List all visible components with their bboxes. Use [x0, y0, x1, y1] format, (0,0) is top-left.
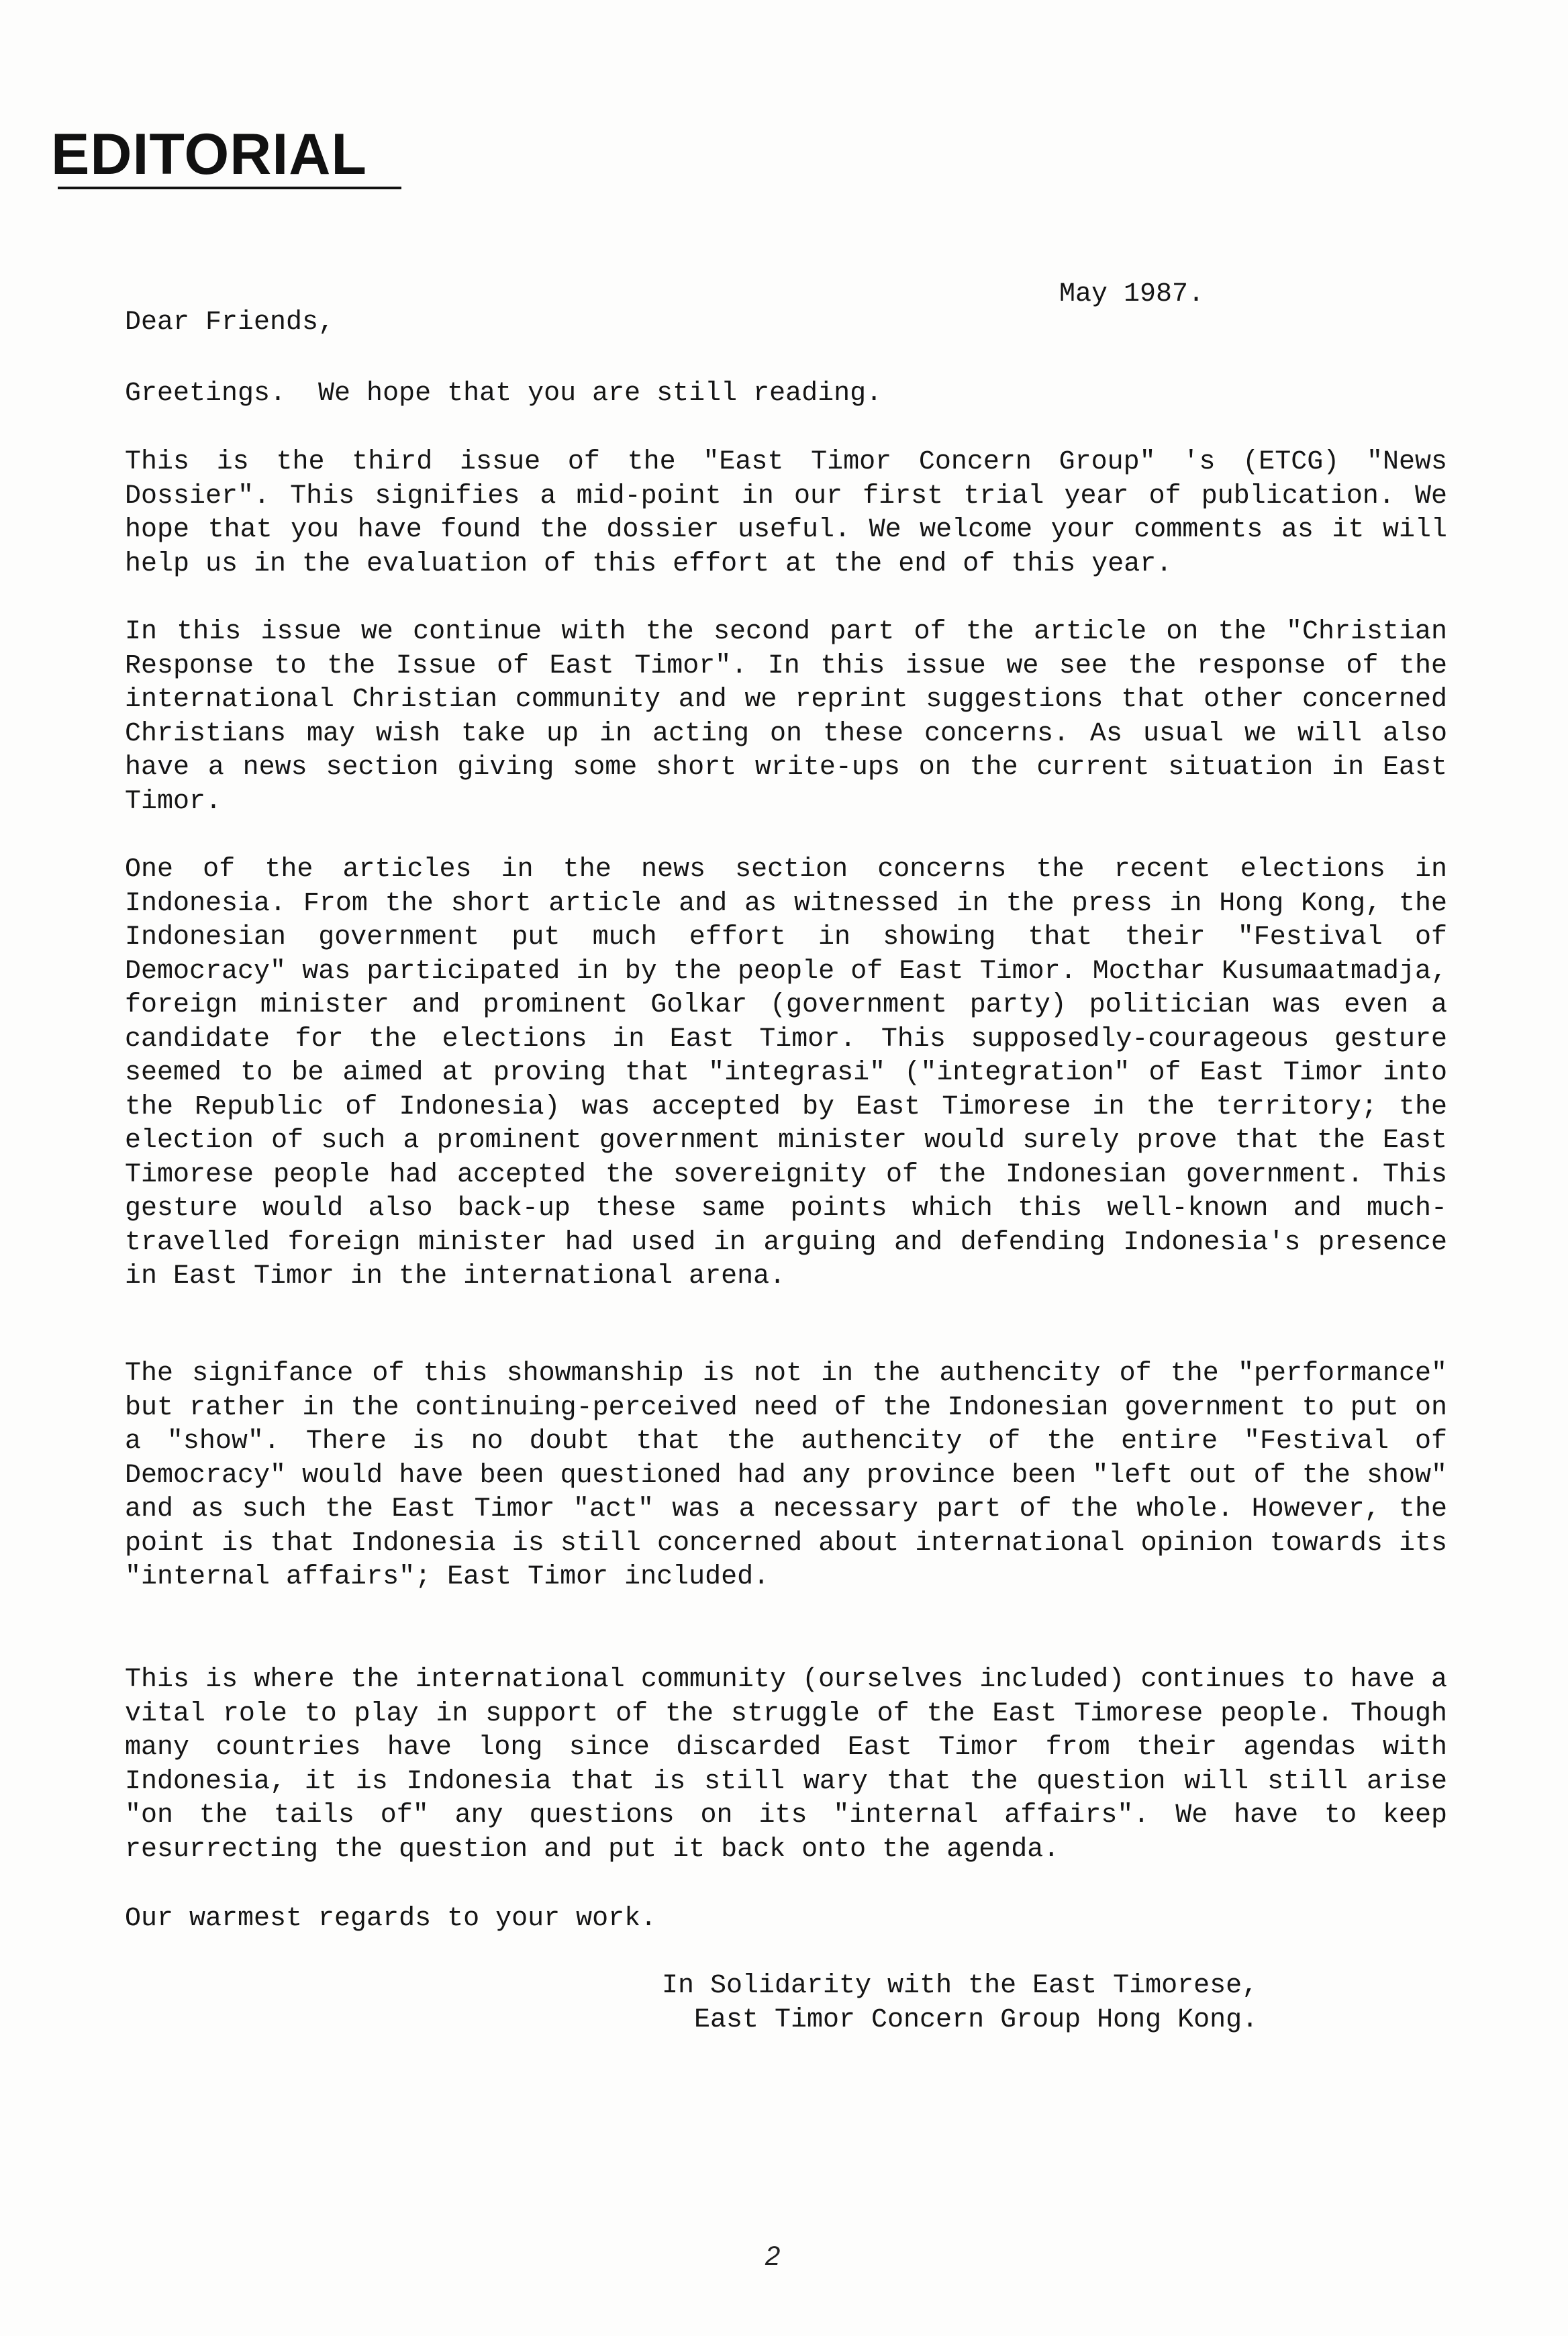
signature-block [662, 1969, 1258, 2037]
paragraph-regards: Our warmest regards to your work. [125, 1904, 657, 1934]
letter-date: May 1987. [1059, 279, 1205, 309]
salutation: Dear Friends, [125, 307, 335, 338]
closing-line: In Solidarity with the East Timorese, [662, 1971, 1259, 2001]
title-underline [58, 187, 401, 189]
paragraph-elections: One of the articles in the news section concerns the recent elections in Indonesia. From the short article and as witnessed in the press in Hong Kong, the Indonesian government put much effort in showing that their "Festival of Democracy" was participated in by the people of East Timor. Mocthar Kusumaatmadja, foreign minister and prominent Golkar (government party) politician was even a candidate for the elections in East Timor. This supposedly-courageous gesture seemed to be aimed at proving that "integrasi" ("integration" of East Timor into the Republic of Indonesia) was accepted by East Timorese in the territory; the election of such a prominent government minister would surely prove that the East Timorese people had accepted the sovereignity of the Indonesian government. This gesture would also back-up these same points which this well-known and much-travelled foreign minister had used in arguing and defending Indonesia's presence in East Timor in the international arena. [125, 855, 1447, 1292]
page-number: 2 [765, 2241, 781, 2271]
paragraph-issue-contents: In this issue we continue with the second part of the article on the "Christian Response to the Issue of East Timor". In this issue we see the response of the international Christian community and we reprint suggestions that other concerned Christians may wish take up in acting on these concerns. As usual we will also have a news section giving some short write-ups on the current situation in East Timor. [125, 617, 1447, 817]
paragraph-showmanship: The signifance of this showmanship is not in the authencity of the "performance" but rather in the continuing-perceived need of the Indonesian government to put on a "show". There is no doubt that the authencity of the entire "Festival of Democracy" would have been questioned had any province been "left out of the show" and as such the East Timor "act" was a necessary part of the whole. However, the point is that Indonesia is still concerned about international opinion towards its "internal affairs"; East Timor included. [125, 1359, 1447, 1592]
signatory: East Timor Concern Group Hong Kong. [694, 2004, 1259, 2035]
paragraph-international-role: This is where the international community (ourselves included) continues to have a vital role to play in support of the struggle of the East Timorese people. Though many countries have long since discarded East Timor from their agendas with Indonesia, it is Indonesia that is still wary that the question will still arise "on the tails of" any questions on its "internal affairs". We have to keep resurrecting the question and put it back onto the agenda. [125, 1665, 1447, 1865]
page-title: EDITORIAL [51, 122, 367, 187]
paragraph-greetings: Greetings. We hope that you are still reading. [125, 379, 883, 409]
paragraph-issue-intro: This is the third issue of the "East Timor Concern Group" 's (ETCG) "News Dossier". This signifies a mid-point in our first trial year of publication. We hope that you have found the dossier useful. We welcome your comments as it will help us in the evaluation of this effort at the end of this year. [125, 447, 1447, 579]
